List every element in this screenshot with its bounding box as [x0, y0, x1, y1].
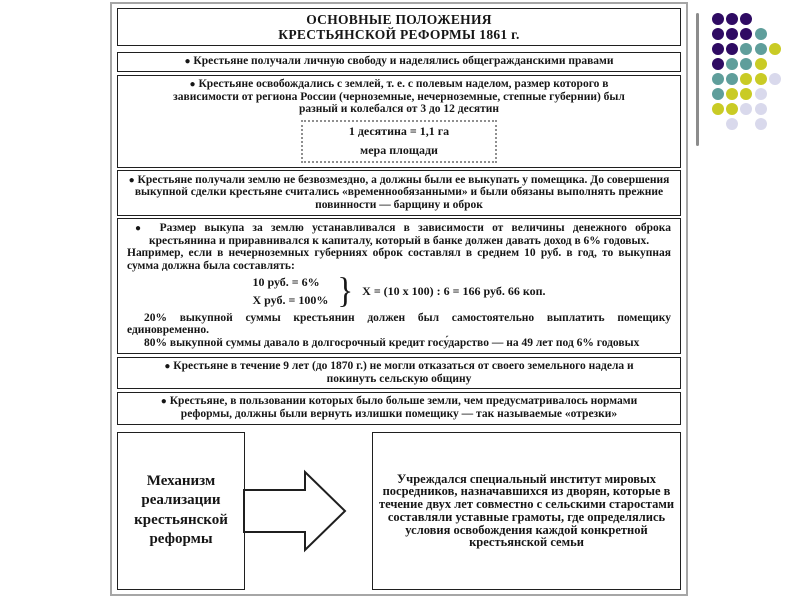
arrow-gap: [347, 432, 372, 590]
formula-ratio: [252, 274, 328, 309]
desyatina-box: [301, 120, 497, 163]
deco-dot: [726, 28, 738, 40]
deco-dot: [726, 43, 738, 55]
deco-dot: [755, 28, 767, 40]
provision-redemption: [117, 170, 681, 217]
payment-intro: [127, 222, 671, 247]
mechanism-box: [117, 432, 245, 590]
deco-dot: [712, 28, 724, 40]
bullet-icon: ●: [184, 56, 191, 68]
deco-dot: [740, 73, 752, 85]
title-line-1: ОСНОВНЫЕ ПОЛОЖЕНИЯ: [306, 12, 492, 27]
deco-dot: [755, 58, 767, 70]
mechanism-arrow: [243, 432, 347, 590]
deco-dot: [726, 88, 738, 100]
deco-dot: [726, 13, 738, 25]
provision-otrezki: [117, 392, 681, 424]
deco-dot: [712, 43, 724, 55]
provision-land-text: Крестьяне освобождались с землей, т. е. с полевым наделом, размер которого в зависимости от региона России (черноземные, нечерноземные, степные губернии) был разный и колебался от 3 до 12 десятин: [173, 78, 625, 116]
dots-pattern: [712, 13, 788, 135]
deco-dot: [712, 13, 724, 25]
deco-dot: [712, 73, 724, 85]
formula-result: Х = (10 х 100) : 6 = 166 руб. 66 коп.: [362, 284, 546, 299]
provision-land: [117, 75, 681, 168]
deco-dot: [726, 118, 738, 130]
title-line-2: КРЕСТЬЯНСКОЙ РЕФОРМЫ 1861 г.: [278, 27, 520, 43]
deco-dot: [769, 43, 781, 55]
provision-otrezki-text: Крестьяне, в пользовании которых было больше земли, чем предусматривалось нормами реформы, должны были вернуть излишки помещику — так называемые «отрезки»: [169, 395, 638, 421]
institute-box: [372, 432, 681, 590]
deco-dot: [740, 58, 752, 70]
deco-dot: [740, 13, 752, 25]
desyatina-note: мера площади: [360, 142, 438, 157]
provision-payment: [117, 218, 681, 354]
provision-freedom: [117, 52, 681, 72]
formula-line-1: 10 руб. = 6%: [252, 275, 320, 290]
block-arrow-right-icon: [243, 467, 347, 555]
provision-freedom-text: Крестьяне получали личную свободу и наделялись общегражданскими правами: [193, 55, 614, 68]
bullet-icon: ●: [128, 174, 135, 186]
bullet-icon: ●: [164, 361, 171, 373]
provision-nine-years-text: Крестьяне в течение 9 лет (до 1870 г.) не могли отказаться от своего земельного надела и покинуть сельскую общину: [173, 360, 634, 385]
deco-dot: [740, 103, 752, 115]
deco-dot: [755, 73, 767, 85]
payment-formula: [127, 271, 671, 311]
payment-intro-text: Размер выкупа за землю устанавливался в зависимости от величины денежного оброка крестьянина и приравнивался к капиталу, который в банке должен давать доход в 6% годовых.: [149, 222, 671, 247]
payment-20-percent: 20% выкупной суммы крестьянин должен был самостоятельно выплатить помещику единовременно.: [127, 311, 671, 337]
deco-dot: [712, 88, 724, 100]
page-title: [117, 8, 681, 46]
deco-dot: [726, 73, 738, 85]
deco-dot: [769, 73, 781, 85]
scan-frame: [110, 2, 688, 596]
deco-vertical-line: [696, 13, 699, 146]
mechanism-label: Механизм реализации крестьянской реформы: [134, 472, 228, 548]
deco-dot: [755, 88, 767, 100]
provision-redemption-text: Крестьяне получали землю не безвозмездно, а должны были ее выкупать у помещика. До совершения выкупной сделки крестьяне считались «временнообязанными» и были обязаны выполнять прежние повинности — барщину и оброк: [134, 173, 670, 211]
bullet-icon: ●: [135, 223, 147, 235]
deco-dot: [740, 88, 752, 100]
mechanism-row: [117, 432, 681, 590]
deco-dot: [755, 118, 767, 130]
payment-example: Например, если в нечерноземных губерниях оброк составлял в среднем 10 руб. в год, то выкупная сумма должна была составлять:: [127, 247, 671, 272]
deco-dot: [740, 43, 752, 55]
provision-nine-years: [117, 357, 681, 389]
deco-dot: [712, 58, 724, 70]
formula-line-2: Х руб. = 100%: [252, 292, 329, 307]
deco-dot: [755, 103, 767, 115]
deco-dot: [726, 103, 738, 115]
bullet-icon: ●: [160, 396, 167, 408]
payment-80-percent: 80% выкупной суммы давало в долгосрочный кредит госу́дарство — на 49 лет под 6% годовых: [144, 336, 640, 349]
brace-icon: }: [337, 271, 354, 311]
deco-dot: [726, 58, 738, 70]
desyatina-equation: 1 десятина = 1,1 га: [348, 123, 450, 138]
institute-description: Учреждался специальный институт мировых посредников, назначавшихся из дворян, которые в течение двух лет совместно с сельскими старостами составляли уставные грамоты, где определялись условия освобождения каждой конкретной крестьянской семьи: [378, 471, 675, 550]
deco-dot: [755, 43, 767, 55]
deco-dot: [740, 28, 752, 40]
bullet-icon: ●: [189, 79, 196, 91]
deco-dot: [712, 103, 724, 115]
